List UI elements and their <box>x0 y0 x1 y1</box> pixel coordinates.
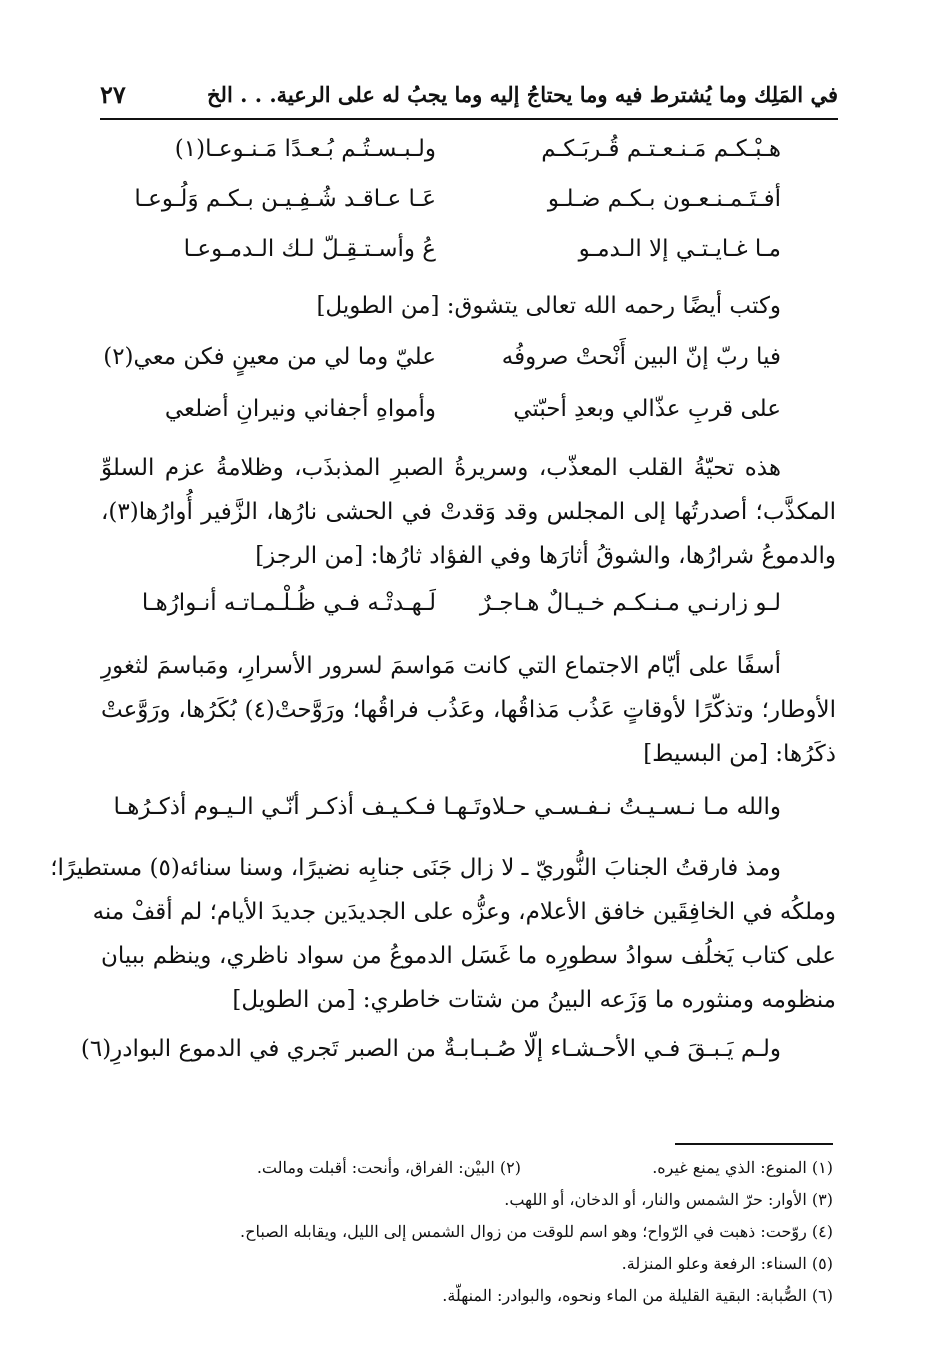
verse-hemistich-right: ولـم يَـبـقَ فـي الأحـشـاء إلّا صُـبـابـةٌ <box>443 1036 781 1062</box>
verse-hemistich-left: عليّ وما لي من معينٍ فكن معي(٢) <box>103 344 436 370</box>
verse-hemistich-right: فيا ربّ إنّ البين أَنْحتْ صروفُه <box>501 344 781 370</box>
footnote: (٥) السناء: الرفعة وعلو المنزلة. <box>621 1254 833 1273</box>
prose-line: هذه تحيّةُ القلب المعذّب، وسريرةُ الصبرِ المذبذَب، وظلامةُ عزم السلوِّ <box>101 455 781 481</box>
verse-hemistich-right: لـو زارنـي مـنـكـم خـيـالٌ هـاجـرٌ <box>479 590 781 616</box>
verse-hemistich-left: لَـهـدتْـه فـي ظُـلْـمـاتـه أنـوارُهـا <box>141 590 436 616</box>
footnote-separator <box>675 1143 833 1145</box>
prose-line: ذكَرُها: [من البسيط] <box>643 741 836 767</box>
prose-line: وملكُه في الخافِقَين خافق الأعلام، وعزُّه على الجديدَين جديدَ الأيام؛ لم أقفْ منه <box>92 899 836 925</box>
verse-hemistich-right: على قربِ عذّالي وبعدِ أحبّتي <box>513 396 781 422</box>
footnote: (١) المنوع: الذي يمنع غيره. <box>652 1158 833 1177</box>
verse-hemistich-right: مـا غـايـتـي إلا الـدمـو <box>578 236 781 262</box>
footnote: (٦) الصُّبابة: البقية القليلة من الماء ونحوه، والبوادر: المنهلّة. <box>442 1286 833 1305</box>
footnote: (٤) روّحت: ذهبت في الرّواح؛ وهو اسم للوقت من زوال الشمس إلى الليل، ويقابله الصباح. <box>240 1222 833 1241</box>
verse-hemistich-left: وأمواهِ أجفاني ونيرانِ أضلعي <box>164 396 436 422</box>
verse-hemistich-left: عَـا عـاقـد شُـفِـيـن بـكـم وَلُـوعـا <box>134 186 436 212</box>
prose-paragraph <box>50 846 836 1022</box>
prose-line: منظومه ومنثوره ما وَزَعه البينُ من شتات خاطري: [من الطويل] <box>232 987 836 1013</box>
footnote: (٢) البيْن: الفراق، وأنحت: أقبلت ومالت. <box>256 1158 521 1177</box>
verse-hemistich-right: أفـتَـمـنـعـون بـكـم ضـلـو <box>547 186 781 212</box>
verse-hemistich-left: عُ وأسـتـقِـلّ لـك الـدمـوعـا <box>183 236 436 262</box>
prose-paragraph <box>101 446 836 578</box>
prose-line: على كتاب يَخلُف سوادُ سطورِه ما غَسَل الدموعُ من سواد ناظري، وينظم ببيان <box>101 943 836 969</box>
prose-line: الأوطار؛ وتذكّرًا لأوقاتٍ عَذُب مَذاقُها، وعَذُب فراقُها؛ ورَوَّحتْ(٤) بُكَرُها، ورَوَّعتْ <box>101 697 836 723</box>
verse-hemistich-left: من الصبر تَجري في الدموع البوادرِ(٦) <box>80 1036 436 1062</box>
prose-line: والدموعُ شرارُها، والشوقُ أثارَها وفي الفؤاد ثارُها: [من الرجز] <box>255 543 836 569</box>
verse-hemistich-left: ولـبـسـتُـم بُـعـدًا مَـنـوعـا(١) <box>174 136 436 162</box>
prose-paragraph <box>101 644 836 776</box>
header-title: في المَلِك وما يُشترط فيه وما يحتاجُ إليه وما يجبُ له على الرعية. . . الخ <box>206 82 838 107</box>
intro-line: وكتب أيضًا رحمه الله تعالى يتشوق: [من الطويل] <box>316 293 781 319</box>
prose-line: المكذَّب؛ أصدرتُها إلى المجلس وقد وَقدتْ في الحشى نارُها، الزَّفير أُوارُها(٣)، <box>101 499 836 525</box>
prose-line: أسفًا على أيّام الاجتماع التي كانت مَواسمَ لسرور الأسرارِ، ومَباسمَ لثغورِ <box>101 653 781 679</box>
verse-hemistich-right: والله مـا نـسـيـتُ نـفـسـي حـلاوتَـهـا <box>443 794 781 820</box>
verse-hemistich-left: فـكـيـف أذكـر أنّـي الـيـوم أذكـرُهـا <box>113 794 436 820</box>
prose-line: ومذ فارقتُ الجنابَ النُّوريّ ـ لا زال جَنَى جنابِه نضيرًا، وسنا سنائه(٥) مستطيرًا؛ <box>50 855 781 881</box>
footnote: (٣) الأوار: حرّ الشمس والنار، أو الدخان، أو اللهب. <box>504 1190 833 1209</box>
page-number: ٢٧ <box>100 80 126 109</box>
verse-hemistich-right: هـبْـكـم مَـنـعـتـم قُـربَـكـم <box>541 136 781 162</box>
running-header <box>100 78 838 120</box>
